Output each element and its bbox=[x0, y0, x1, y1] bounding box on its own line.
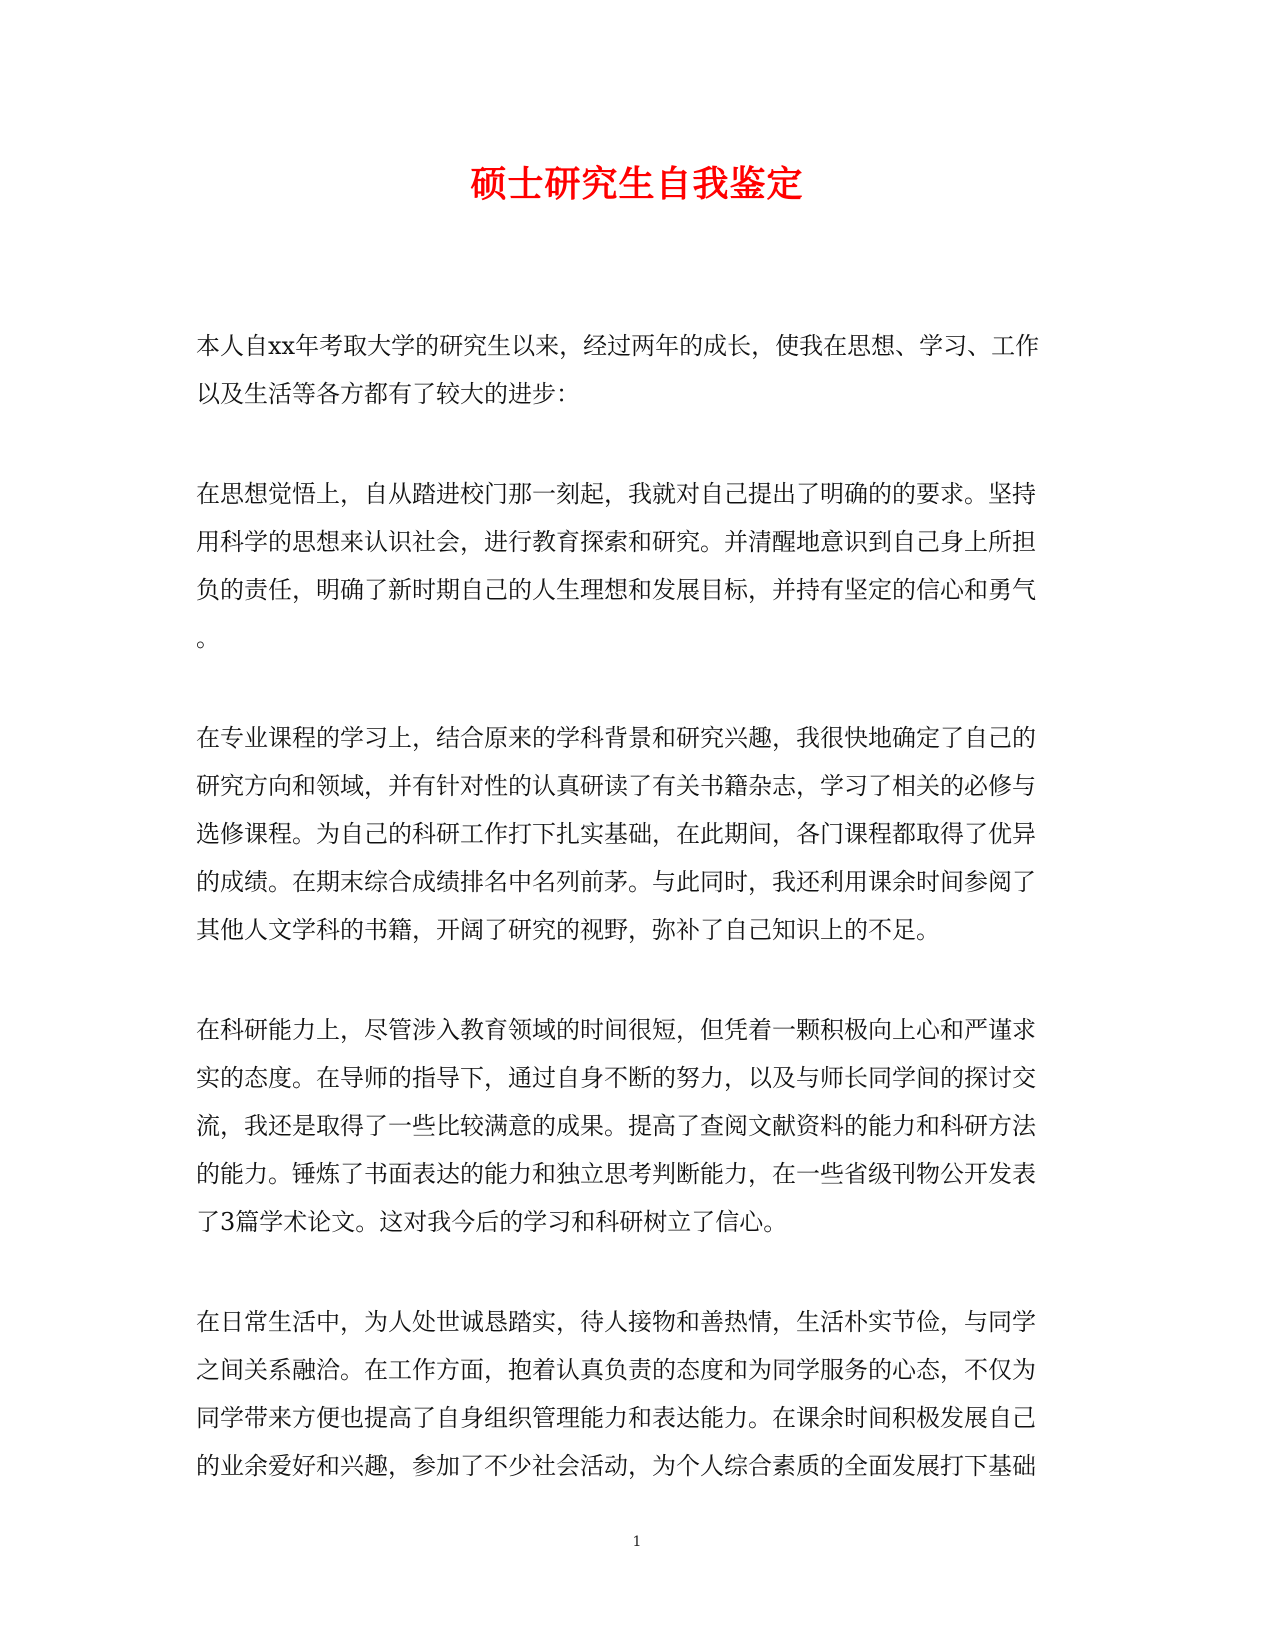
paragraph-gap bbox=[196, 954, 1074, 1006]
paragraph-line: 同学带来方便也提高了自身组织管理能力和表达能力。在课余时间积极发展自己 bbox=[196, 1404, 1036, 1432]
paragraph-line: 本人自xx年考取大学的研究生以来，经过两年的成长，使我在思想、学习、工作 bbox=[196, 332, 1040, 360]
paragraph-line: 在专业课程的学习上，结合原来的学科背景和研究兴趣，我很快地确定了自己的 bbox=[196, 724, 1036, 752]
paragraph-line: 的能力。锤炼了书面表达的能力和独立思考判断能力，在一些省级刊物公开发表 bbox=[196, 1160, 1036, 1188]
paragraph-line: 在科研能力上，尽管涉入教育领域的时间很短，但凭着一颗积极向上心和严谨求 bbox=[196, 1016, 1036, 1044]
paragraph-line: 选修课程。为自己的科研工作打下扎实基础，在此期间，各门课程都取得了优异 bbox=[196, 820, 1036, 848]
paragraph-line: 在思想觉悟上，自从踏进校门那一刻起，我就对自己提出了明确的的要求。坚持 bbox=[196, 480, 1036, 508]
paragraph-line: 以及生活等各方都有了较大的进步： bbox=[196, 380, 580, 408]
paragraph-line: 负的责任，明确了新时期自己的人生理想和发展目标，并持有坚定的信心和勇气 bbox=[196, 576, 1036, 604]
paragraph-line: 的业余爱好和兴趣，参加了不少社会活动，为个人综合素质的全面发展打下基础 bbox=[196, 1452, 1036, 1480]
document-title: 硕士研究生自我鉴定 bbox=[470, 163, 804, 205]
page-number: 1 bbox=[632, 1534, 642, 1550]
paragraph-gap bbox=[196, 1246, 1074, 1298]
paragraph-gap bbox=[196, 418, 1074, 470]
paragraph-line: 其他人文学科的书籍，开阔了研究的视野，弥补了自己知识上的不足。 bbox=[196, 916, 940, 944]
paragraph-line: 在日常生活中，为人处世诚恳踏实，待人接物和善热情，生活朴实节俭，与同学 bbox=[196, 1308, 1036, 1336]
paragraph-line: 之间关系融洽。在工作方面，抱着认真负责的态度和为同学服务的心态，不仅为 bbox=[196, 1356, 1036, 1384]
paragraph-line: 用科学的思想来认识社会，进行教育探索和研究。并清醒地意识到自己身上所担 bbox=[196, 528, 1036, 556]
paragraph-line: 的成绩。在期末综合成绩排名中名列前茅。与此同时，我还利用课余时间参阅了 bbox=[196, 868, 1036, 896]
paragraph-gap bbox=[196, 662, 1074, 714]
document-body bbox=[196, 322, 1074, 1490]
paragraph-line: 。 bbox=[196, 624, 220, 652]
paragraph-research bbox=[196, 1006, 1074, 1246]
paragraph-line: 了3篇学术论文。这对我今后的学习和科研树立了信心。 bbox=[196, 1208, 788, 1236]
paragraph-ideology bbox=[196, 470, 1074, 662]
paragraph-daily-life bbox=[196, 1298, 1074, 1490]
paragraph-line: 实的态度。在导师的指导下，通过自身不断的努力，以及与师长同学间的探讨交 bbox=[196, 1064, 1036, 1092]
paragraph-line: 研究方向和领域，并有针对性的认真研读了有关书籍杂志，学习了相关的必修与 bbox=[196, 772, 1036, 800]
paragraph-coursework bbox=[196, 714, 1074, 954]
paragraph-line: 流，我还是取得了一些比较满意的成果。提高了查阅文献资料的能力和科研方法 bbox=[196, 1112, 1036, 1140]
paragraph-intro bbox=[196, 322, 1074, 418]
